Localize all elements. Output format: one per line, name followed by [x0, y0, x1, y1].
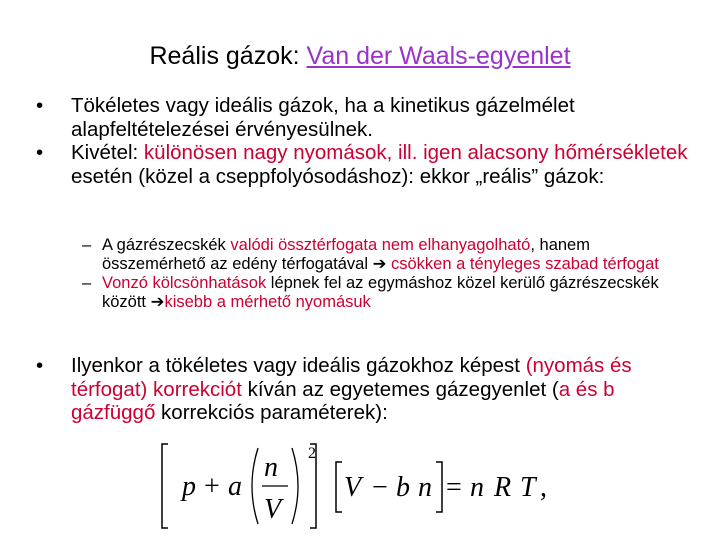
highlighted-text: valódi össztérfogata nem elhanyagolható [230, 236, 531, 254]
sub-bullet-list [82, 236, 682, 312]
formula-comma: , [540, 472, 547, 503]
title-prefix: Reális gázok: [149, 42, 307, 70]
text-segment: Ilyenkor a tökéletes vagy ideális gázokhoz képest [71, 354, 526, 377]
formula-minus: − [372, 472, 388, 503]
bullet-list-last [36, 354, 696, 425]
formula-equals: = [446, 472, 462, 503]
text-segment: ➔ [372, 255, 387, 273]
bullet-list [36, 94, 696, 188]
bullet-item [36, 94, 696, 141]
text-segment: Kivétel: [71, 141, 144, 164]
right-paren [292, 448, 298, 524]
formula-exponent: 2 [308, 445, 316, 462]
dash-marker: – [82, 274, 92, 292]
formula-R: R [494, 472, 512, 503]
formula-n: n [418, 472, 432, 503]
left-bracket-2 [336, 462, 342, 512]
highlighted-text: a és b gázfüggő [71, 377, 615, 424]
van-der-waals-formula [160, 440, 580, 532]
left-bracket-1 [162, 444, 168, 528]
formula-n-numerator: n [264, 452, 278, 483]
text-segment: , hanem összemérhető az edény térfogatával [102, 236, 590, 273]
highlighted-text: Vonzó kölcsönhatások [102, 274, 267, 292]
bullet-marker: • [36, 94, 44, 117]
bullet-marker: • [36, 141, 44, 164]
text-segment: kíván az egyetemes gázegyenlet ( [241, 377, 559, 401]
formula-V-denominator: V [264, 494, 282, 525]
sub-bullet-item [82, 236, 682, 274]
text-segment: ➔ [150, 293, 165, 311]
text-segment: A gázrészecskék [102, 236, 231, 254]
highlighted-text: csökken a tényleges szabad térfogat [386, 255, 659, 273]
text-segment: esetén (közel a cseppfolyósodáshoz): ekkor „reális” gázok: [71, 164, 605, 188]
sub-bullet-item [82, 274, 682, 312]
right-bracket-2 [436, 462, 442, 512]
highlighted-text: különösen nagy nyomások, ill. igen alacsony hőmérsékletek [143, 141, 688, 164]
formula-p: p [182, 471, 196, 502]
text-segment: korrekciós paraméterek): [155, 401, 388, 424]
title-link[interactable]: Van der Waals-egyenlet [306, 42, 571, 70]
formula-V: V [344, 472, 362, 503]
text-segment: lépnek fel az egymáshoz közel kerülő gázrészecskék között [102, 274, 659, 311]
formula-a: a [228, 471, 242, 502]
text-segment: Tökéletes vagy ideális gázok, ha a kinetikus gázelmélet alapfeltételezései érvényesülnek. [71, 94, 575, 141]
slide-title [0, 40, 720, 72]
formula-T: T [520, 472, 536, 503]
formula-plus: + [204, 471, 220, 502]
dash-marker: – [82, 236, 92, 254]
bullet-item [36, 141, 696, 188]
formula-rhs-n: n [470, 472, 484, 503]
bullet-item [36, 354, 696, 425]
bullet-marker: • [36, 354, 44, 377]
highlighted-text: (nyomás és térfogat) korrekciót [71, 354, 632, 401]
left-paren [252, 448, 258, 524]
formula-b: b [396, 472, 410, 503]
highlighted-text: kisebb a mérhető nyomásuk [164, 293, 371, 311]
